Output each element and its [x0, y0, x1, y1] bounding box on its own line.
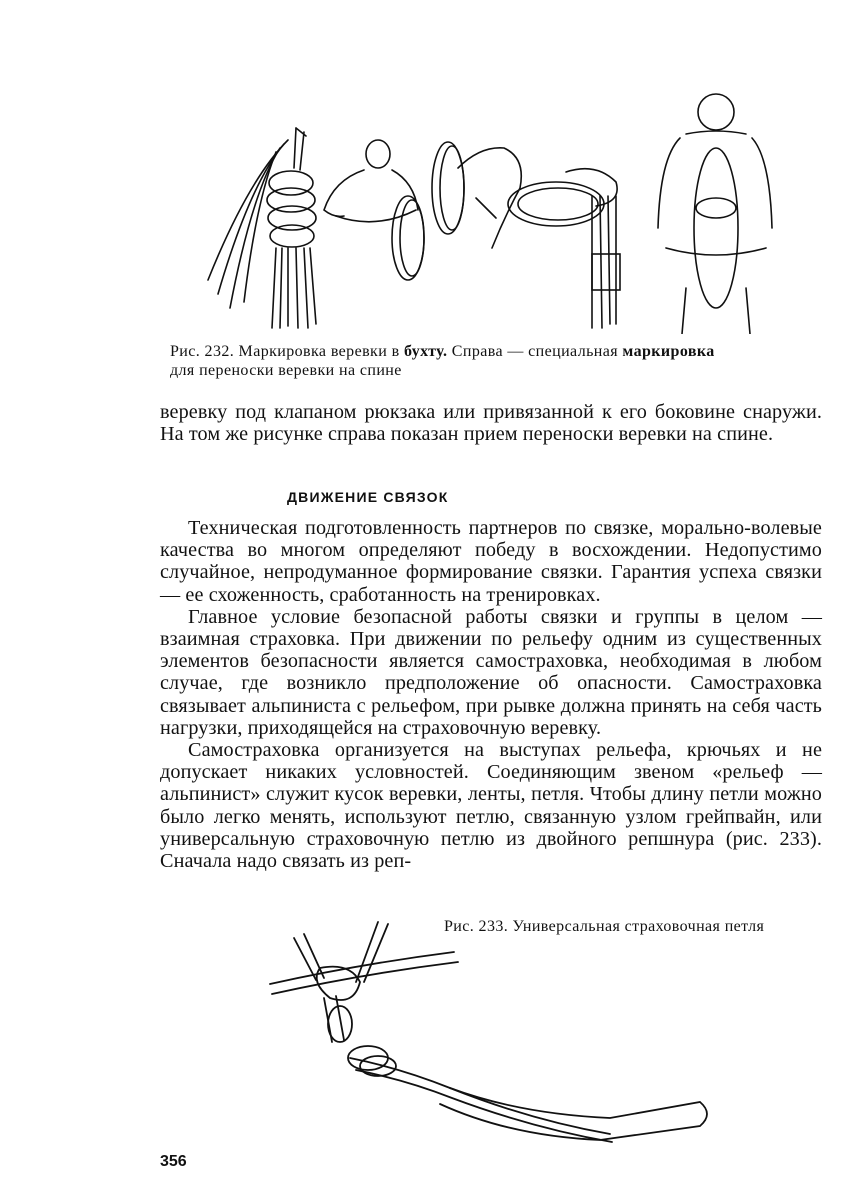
paragraph: веревку под клапаном рюкзака или привязанной к его боковине снаружи. На том же рисунке справа показан прием переноски веревки на спине.: [160, 401, 822, 446]
figure-232-caption: [170, 342, 820, 380]
safety-loop-illustration-icon: [260, 912, 720, 1162]
page-number: 356: [160, 1153, 187, 1170]
caption-text: Рис. 232. Маркировка веревки в: [170, 343, 404, 360]
hanging-coil-drawing: [208, 128, 316, 328]
caption-text: Справа — специальная: [447, 343, 623, 360]
section-heading: ДВИЖЕНИЕ СВЯЗОК: [287, 489, 449, 505]
paragraph: Техническая подготовленность партнеров по связке, морально-волевые качества во многом определяют победу в восхождении. Недопустимо случайное, непродуманное формирование связки. Гарантия успеха связки — ее схоженность, сработанность на тренировках.: [160, 517, 822, 606]
continuation-paragraph: [160, 401, 822, 445]
person-coiling-drawing: [324, 140, 424, 280]
caption-line-2: для переноски веревки на спине: [170, 362, 402, 379]
section-body: [160, 517, 822, 872]
paragraph: Главное условие безопасной работы связки и группы в целом — взаимная страховка. При движении по рельефу одним из существенных элементов безопасности является самостраховка, необходимая в любом случае, где возникло предположение об опасности. Самостраховка связывает альпиниста с рельефом, при рывке должна принять на себя часть нагрузки, приходящейся на страховочную веревку.: [160, 605, 822, 739]
hand-holding-coil-drawing: [432, 142, 521, 248]
knot-coil-drawing: [508, 169, 620, 328]
caption-bold-word: бухту.: [403, 343, 448, 360]
rope-coiling-illustration-icon: [196, 88, 796, 334]
figure-233-caption: Рис. 233. Универсальная страховочная петля: [444, 918, 765, 935]
paragraph: Самостраховка организуется на выступах рельефа, крючьях и не допускает никаких условностей. Соединяющим звеном «рельеф — альпинист» служит кусок веревки, ленты, петля. Чтобы длину петли можно было легко менять, используют петлю, связанную узлом грейпвайн, или универсальную страховочную петлю из двойного репшнура (рис. 233). Сначала надо связать из реп-: [160, 739, 822, 873]
caption-bold-word: маркировка: [622, 343, 715, 360]
person-carrying-rope-drawing: [658, 94, 772, 334]
